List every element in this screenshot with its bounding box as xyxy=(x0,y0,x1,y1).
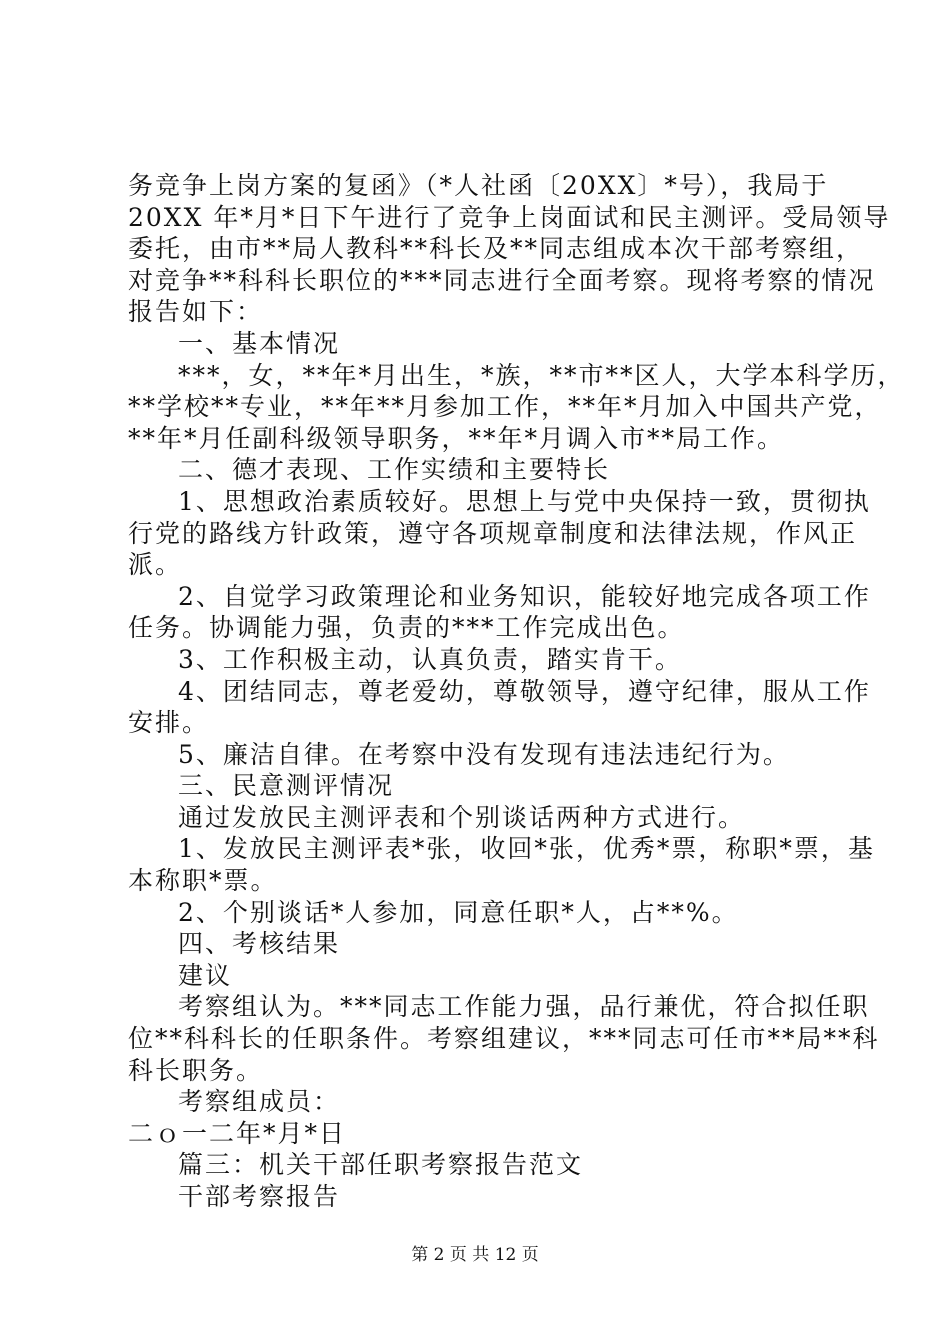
text-line: 本称职*票。 xyxy=(128,866,278,896)
text-line: 干部考察报告 xyxy=(178,1182,341,1211)
text-line: 1、发放民主测评表*张，收回*张，优秀*票，称职*票，基 xyxy=(178,834,875,864)
text-line: 2、自觉学习政策理论和业务知识，能较好地完成各项工作 xyxy=(178,581,871,611)
text-line: 派。 xyxy=(128,550,183,580)
text-line: 行党的路线方针政策，遵守各项规章制度和法律法规，作风正 xyxy=(128,518,858,548)
text-line: 委托，由市**局人教科**科长及**同志组成本次干部考察组， xyxy=(128,234,864,264)
text-line: 2、个别谈话*人参加，同意任职*人，占**%。 xyxy=(178,897,739,927)
text-line: 一、基本情况 xyxy=(178,328,341,358)
text-line: 建议 xyxy=(178,960,233,990)
text-line: 20XX 年*月*日下午进行了竞争上岗面试和民主测评。受局领导 xyxy=(128,202,891,232)
text-line: 安排。 xyxy=(128,708,210,738)
text-line: ***，女，**年*月出生，*族，**市**区人，大学本科学历， xyxy=(178,360,905,390)
text-line: 务竞争上岗方案的复函》（*人社函〔20XX〕*号），我局于 xyxy=(128,171,829,200)
text-line: 5、廉洁自律。在考察中没有发现有违法违纪行为。 xyxy=(178,739,790,769)
text-line: 科长职务。 xyxy=(128,1055,264,1085)
text-line: 篇三：机关干部任职考察报告范文 xyxy=(178,1150,584,1180)
text-line: **学校**专业，**年**月参加工作，**年*月加入中国共产党， xyxy=(128,392,882,422)
text-line: 任务。协调能力强，负责的***工作完成出色。 xyxy=(128,613,685,643)
text-line: 二ｏ一二年*月*日 xyxy=(128,1118,347,1148)
document-body xyxy=(128,170,905,1213)
page-footer: 第 2 页 共 12 页 xyxy=(411,1245,539,1265)
text-line: 考察组成员： xyxy=(178,1087,341,1117)
text-line: 1、思想政治素质较好。思想上与党中央保持一致，贯彻执 xyxy=(178,486,871,516)
text-line: 考察组认为。***同志工作能力强，品行兼优，符合拟任职 xyxy=(178,992,870,1022)
text-line: 位**科科长的任职条件。考察组建议，***同志可任市**局**科 xyxy=(128,1024,880,1054)
text-line: 3、工作积极主动，认真负责，踏实肯干。 xyxy=(178,644,682,674)
text-line: 4、团结同志，尊老爱幼，尊敬领导，遵守纪律，服从工作 xyxy=(178,676,871,706)
text-line: 通过发放民主测评表和个别谈话两种方式进行。 xyxy=(178,802,746,832)
text-line: 四、考核结果 xyxy=(178,929,341,959)
text-line: 二、德才表现、工作实绩和主要特长 xyxy=(178,455,611,485)
text-line: 三、民意测评情况 xyxy=(178,771,395,801)
text-line: 报告如下： xyxy=(128,297,264,327)
text-line: **年*月任副科级领导职务，**年*月调入市**局工作。 xyxy=(128,423,785,453)
text-line: 对竞争**科科长职位的***同志进行全面考察。现将考察的情况 xyxy=(128,265,876,295)
